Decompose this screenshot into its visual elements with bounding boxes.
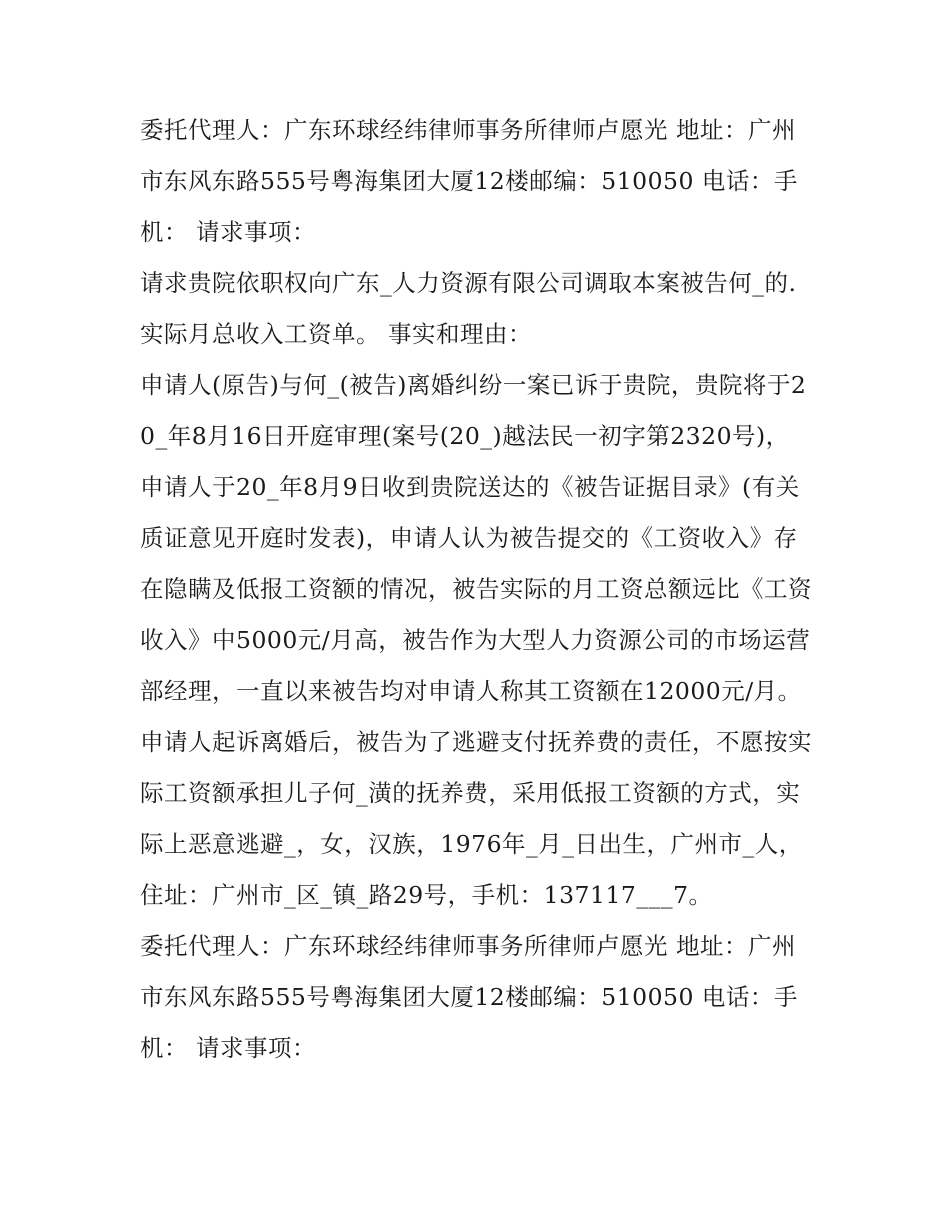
paragraph-agent-info-repeat: 委托代理人：广东环球经纬律师事务所律师卢愿光 地址：广州市东风东路555号粤海集团大厦12楼邮编：510050 电话：手机： 请求事项： bbox=[140, 932, 798, 1062]
paragraph-facts: 申请人(原告)与何_(被告)离婚纠纷一案已诉于贵院，贵院将于20_年8月16日开庭审理(案号(20_)越法民一初字第2320号)，申请人于20_年8月9日收到贵院送达的《被告证据目录》(有关质证意见开庭时发表)，申请人认为被告提交的《工资收入》存在隐瞒及低报工资额的情况，被告实际的月工资总额远比《工资收入》中5000元/月高，被告作为大型人力资源公司的市场运营部经理，一直以来被告均对申请人称其工资额在12000元/月。申请人起诉离婚后，被告为了逃避支付抚养费的责任，不愿按实际工资额承担儿子何_潢的抚养费，采用低报工资额的方式，实际上恶意逃避_，女，汉族，1976年_月_日出生，广州市_人，住址：广州市_区_镇_路29号，手机：137117___7。 bbox=[140, 371, 812, 909]
document-body bbox=[140, 105, 812, 1074]
paragraph-agent-info: 委托代理人：广东环球经纬律师事务所律师卢愿光 地址：广州市东风东路555号粤海集团大厦12楼邮编：510050 电话：手机： 请求事项： bbox=[140, 116, 798, 246]
paragraph-request: 请求贵院依职权向广东_人力资源有限公司调取本案被告何_的.实际月总收入工资单。 事实和理由： bbox=[140, 269, 797, 348]
